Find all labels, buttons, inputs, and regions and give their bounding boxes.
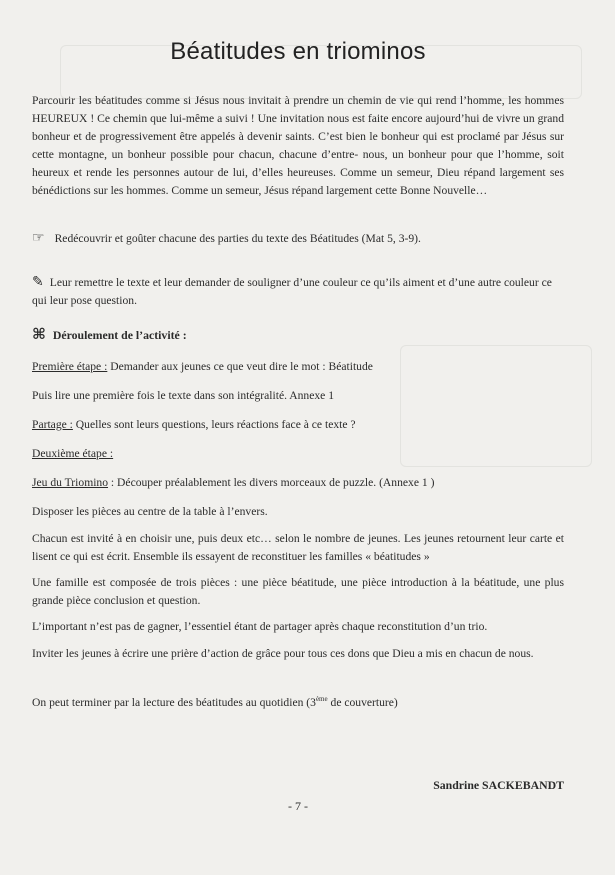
jeu-label: Jeu du Triomino: [32, 476, 109, 489]
page-number: - 7 -: [288, 799, 308, 813]
inviter-paragraph: Inviter les jeunes à écrire une prière d’action de grâce pour tous ces dons que Dieu a mis en chacun de nous.: [32, 647, 534, 660]
page-title: Béatitudes en triominos: [170, 38, 426, 65]
terminer-text: On peut terminer par la lecture des béatitudes au quotidien (3: [32, 695, 316, 709]
disposer-line: Disposer les pièces au centre de la table à l’envers.: [32, 505, 268, 518]
step-one-text: Demander aux jeunes ce que veut dire le mot : Béatitude: [107, 360, 373, 373]
intro-paragraph: Parcourir les béatitudes comme si Jésus nous invitait à prendre un chemin de vie qui rend l’homme, les hommes HEUREUX ! Ce chemin que lui-même a suivi ! Une invitation nous est faite encore aujourd’hui de vivre un grand bonheur et de progressivement être appelés à devenir saints. C’est bien le bonheur qui est proclamé par Jésus sur cette montagne, un bonheur possible pour chacun, chacune d’entre- nous, un bonheur pour que l’homme, soit heureux et rende les personnes autour de lui, d’elles heureuses. Comme un semeur, Dieu répand largement ses bénédictions sur les hommes. Comme un semeur, Jésus répand largement cette Bonne Nouvelle…: [32, 94, 564, 197]
objective-line: [32, 230, 421, 248]
step-one: [32, 358, 564, 376]
partage: [32, 416, 564, 434]
jeu-text: : Découper préalablement les divers morceaux de puzzle. (Annexe 1 ): [108, 476, 435, 489]
step-one-label: Première étape :: [32, 360, 108, 373]
jeu-triomino: [32, 474, 564, 492]
instruction-paragraph: [32, 274, 564, 310]
important-line: L’important n’est pas de gagner, l’essentiel étant de partager après chaque reconstitution d’un trio.: [32, 620, 488, 633]
step-two-label: Deuxième étape :: [32, 447, 114, 460]
pointing-hand-icon: ☞: [32, 231, 45, 246]
document-page: [32, 0, 564, 813]
command-key-icon: ⌘: [32, 327, 46, 343]
partage-label: Partage :: [32, 418, 73, 431]
section-heading-text: Déroulement de l’activité :: [52, 328, 187, 342]
instruction-text: Leur remettre le texte et leur demander de souligner d’une couleur ce qu’ils aiment et d’une autre couleur ce qui leur pose question.: [32, 276, 552, 307]
partage-text: Quelles sont leurs questions, leurs réactions face à ce texte ?: [72, 418, 356, 431]
terminer-line: [32, 690, 564, 712]
step-two: [32, 445, 564, 463]
chacun-paragraph: Chacun est invité à en choisir une, puis deux etc… selon le nombre de jeunes. Les jeunes retournent leur carte et lisent ce qui est écrit. Ensemble ils essayent de reconstituer les familles « béatitudes »: [32, 532, 564, 563]
objective-text: Redécouvrir et goûter chacune des parties du texte des Béatitudes (Mat 5, 3-9).: [54, 232, 421, 245]
author-signature: Sandrine SACKEBANDT: [433, 778, 564, 792]
section-heading: [32, 326, 187, 344]
ordinal-suffix: ème: [315, 695, 328, 703]
terminer-text-end: de couverture): [327, 695, 398, 709]
pencil-icon: ✎: [32, 275, 44, 290]
step-one-reading: Puis lire une première fois le texte dans son intégralité. Annexe 1: [32, 389, 334, 402]
famille-paragraph: Une famille est composée de trois pièces : une pièce béatitude, une pièce introduction à la béatitude, une plus grande pièce conclusion et question.: [32, 576, 564, 607]
